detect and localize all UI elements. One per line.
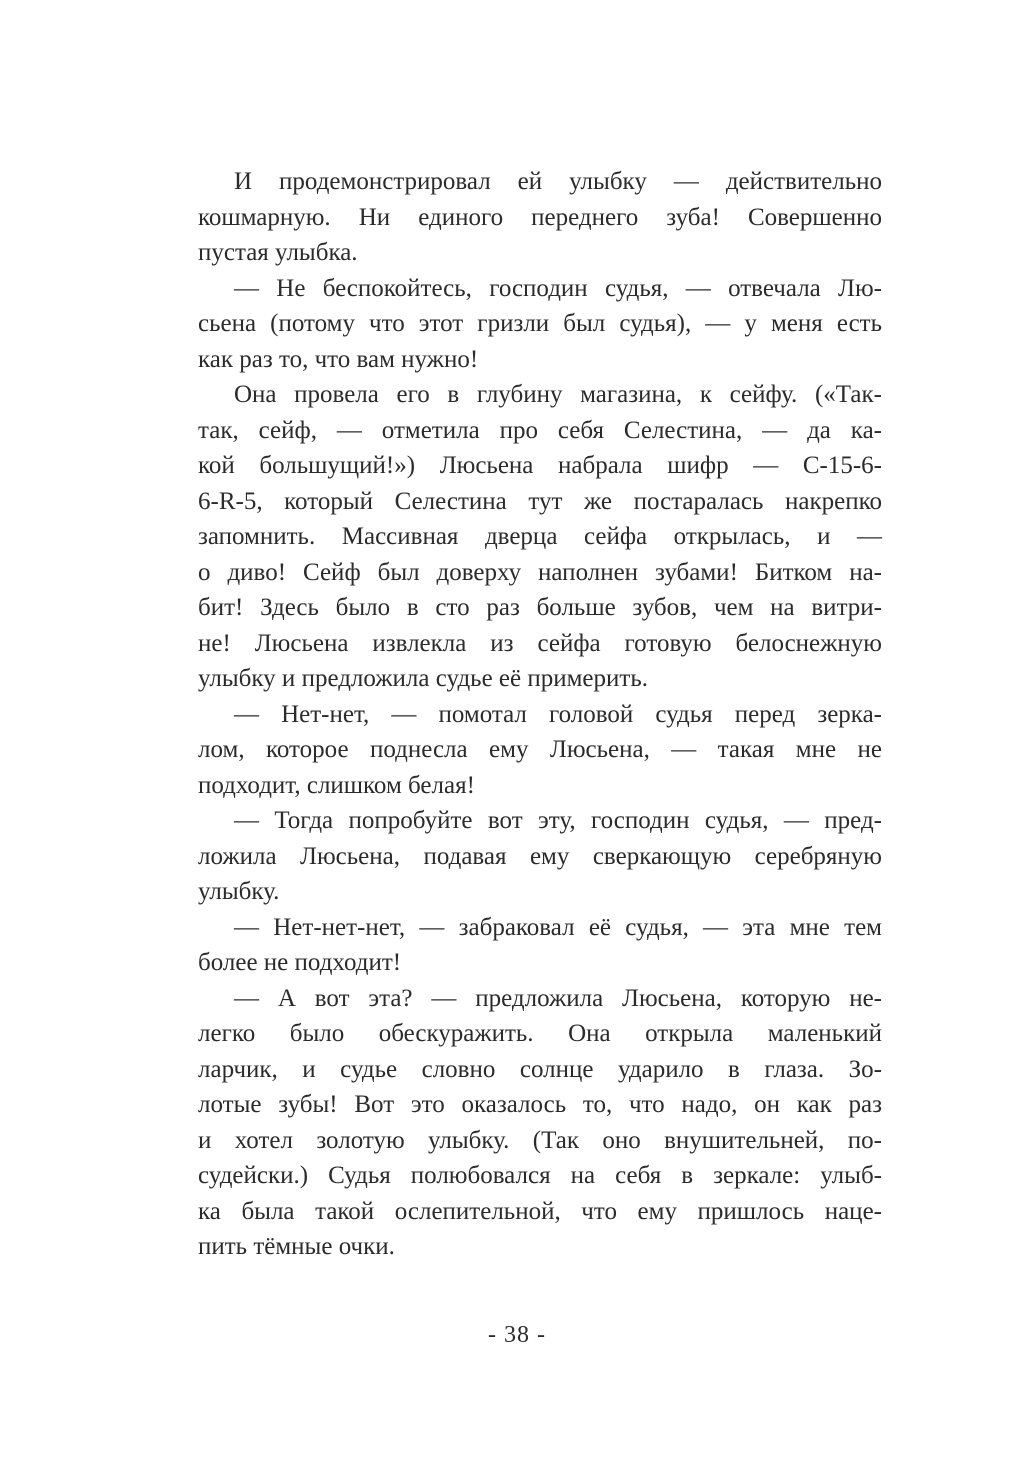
text-line: пить тёмные очки.	[198, 1233, 395, 1260]
text-line: 6-R-5, который Селестина тут же постаралась накрепко	[198, 487, 882, 515]
text-line: более не подходит!	[198, 949, 402, 976]
text-line: о диво! Сейф был доверху наполнен зубами! Битком на-	[198, 558, 882, 586]
text-line: ложила Люсьена, подавая ему сверкающую серебряную	[198, 842, 882, 870]
text-line: кошмарную. Ни единого переднего зуба! Совершенно	[198, 203, 882, 231]
text-line: подходит, слишком белая!	[198, 771, 475, 799]
text-line: кой большущий!») Люсьена набрала шифр — С-15-6-	[198, 452, 882, 479]
text-line: сьена (потому что этот гризли был судья), — у меня есть	[198, 310, 882, 337]
text-line: запомнить. Массивная дверца сейфа открылась, и —	[198, 523, 882, 550]
text-line: так, сейф, — отметила про себя Селестина, — да ка-	[198, 416, 882, 444]
text-line: — А вот эта? — предложила Люсьена, которую не-	[234, 984, 882, 1012]
text-line: лотые зубы! Вот это оказалось то, что надо, он как раз	[198, 1091, 882, 1118]
text-line: ка была такой ослепительной, что ему пришлось наце-	[198, 1197, 882, 1225]
text-line: судейски.) Судья полюбовался на себя в зеркале: улыб-	[198, 1162, 882, 1189]
text-line: лом, которое поднесла ему Люсьена, — такая мне не	[198, 736, 882, 763]
text-line: — Не беспокойтесь, господин судья, — отвечала Лю-	[234, 274, 882, 302]
text-line: бит! Здесь было в сто раз больше зубов, чем на витри-	[198, 594, 882, 621]
text-line: пустая улыбка.	[198, 239, 358, 266]
text-line: ларчик, и судье словно солнце ударило в глаза. Зо-	[198, 1055, 882, 1083]
text-line: — Тогда попробуйте вот эту, господин судья, — пред-	[234, 807, 882, 834]
text-line: — Нет-нет-нет, — забраковал её судья, — эта мне тем	[234, 913, 882, 941]
text-line: И продемонстрировал ей улыбку — действительно	[234, 168, 882, 195]
text-line: как раз то, что вам нужно!	[198, 345, 479, 373]
text-line: улыбку.	[198, 878, 280, 905]
text-line: легко было обескуражить. Она открыла маленький	[198, 1020, 882, 1047]
body-text	[198, 164, 882, 1265]
text-line: улыбку и предложила судье её примерить.	[198, 665, 648, 692]
text-line: Она провела его в глубину магазина, к сейфу. («Так-	[234, 381, 882, 408]
text-line: не! Люсьена извлекла из сейфа готовую белоснежную	[198, 629, 882, 657]
text-line: и хотел золотую улыбку. (Так оно внушительней, по-	[198, 1126, 882, 1154]
text-line: — Нет-нет, — помотал головой судья перед зерка-	[234, 700, 882, 728]
page-number: - 38 -	[488, 1322, 546, 1348]
